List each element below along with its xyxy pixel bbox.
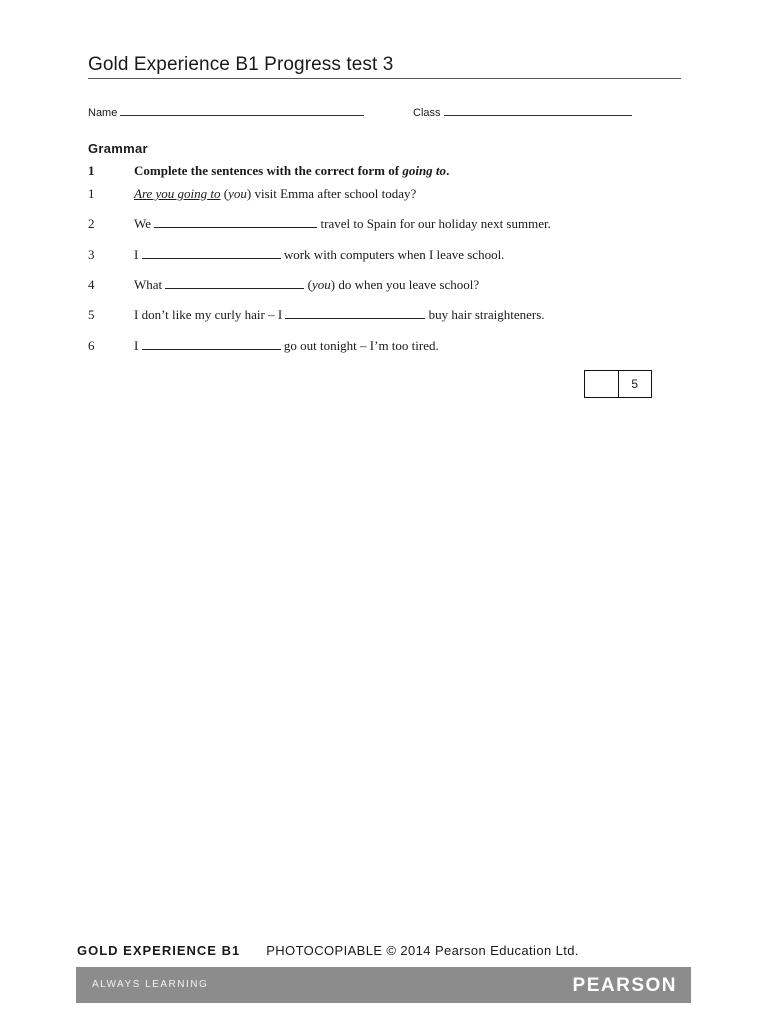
instruction-emphasis: going to xyxy=(402,163,447,178)
item-text: Are you going to (you) visit Emma after school today? xyxy=(134,186,417,201)
item-post: go out tonight – I’m too tired. xyxy=(283,338,439,353)
score-input-cell[interactable] xyxy=(585,371,619,397)
list-item xyxy=(88,277,688,297)
list-item xyxy=(88,216,688,236)
footer-line xyxy=(77,943,579,958)
footer-bar xyxy=(76,967,691,1003)
item-text xyxy=(134,307,545,323)
footer-copyright: PHOTOCOPIABLE © 2014 Pearson Education Ltd. xyxy=(266,943,579,958)
answer-blank[interactable] xyxy=(165,277,304,289)
item-post: work with computers when I leave school. xyxy=(283,247,505,262)
instruction-text xyxy=(134,163,449,179)
item-text: What (you) do when you leave school? xyxy=(134,277,480,292)
answer-blank[interactable] xyxy=(142,338,281,350)
item-pre: I xyxy=(134,247,139,262)
name-label: Name xyxy=(88,107,118,119)
exercise-instruction xyxy=(88,163,688,183)
list-item xyxy=(88,247,688,267)
footer-brand: GOLD EXPERIENCE B1 xyxy=(77,943,241,958)
item-post: visit Emma after school today? xyxy=(254,186,417,201)
class-field xyxy=(413,105,632,119)
class-label: Class xyxy=(413,107,441,119)
item-number: 1 xyxy=(88,186,95,201)
item-number: 6 xyxy=(88,338,95,353)
score-total: 5 xyxy=(631,377,639,391)
item-pre: We xyxy=(134,216,151,231)
list-item xyxy=(88,307,688,327)
item-pre: What xyxy=(134,277,163,292)
item-post: buy hair straighteners. xyxy=(428,307,545,322)
section-title: Grammar xyxy=(88,141,148,156)
list-item xyxy=(88,338,688,358)
answer-blank[interactable] xyxy=(154,216,317,228)
page-title: Gold Experience B1 Progress test 3 xyxy=(88,54,394,75)
item-text xyxy=(134,216,551,232)
item-number: 4 xyxy=(88,277,95,292)
item-number: 2 xyxy=(88,216,95,231)
item-pre: I xyxy=(134,338,139,353)
footer-tagline: ALWAYS LEARNING xyxy=(92,979,209,990)
exercise-number: 1 xyxy=(88,163,95,178)
prompt-cue: you xyxy=(312,277,331,292)
name-line[interactable] xyxy=(120,105,364,116)
item-post: travel to Spain for our holiday next summer. xyxy=(320,216,551,231)
name-field xyxy=(88,105,364,119)
list-item xyxy=(88,186,688,206)
item-text xyxy=(134,338,439,354)
item-number: 3 xyxy=(88,247,95,262)
instruction-pre: Complete the sentences with the correct form of xyxy=(134,163,403,178)
pearson-logo: PEARSON xyxy=(572,975,677,996)
class-line[interactable] xyxy=(444,105,632,116)
prompt-cue: you xyxy=(228,186,247,201)
item-text xyxy=(134,247,504,263)
answer-blank[interactable] xyxy=(142,247,281,259)
answer-blank[interactable] xyxy=(285,307,425,319)
instruction-post: . xyxy=(446,163,450,178)
item-pre: I don’t like my curly hair – I xyxy=(134,307,283,322)
score-box xyxy=(584,370,652,398)
item-number: 5 xyxy=(88,307,95,322)
title-rule xyxy=(88,78,681,79)
example-answer: Are you going to xyxy=(134,186,221,201)
item-post: do when you leave school? xyxy=(338,277,480,292)
